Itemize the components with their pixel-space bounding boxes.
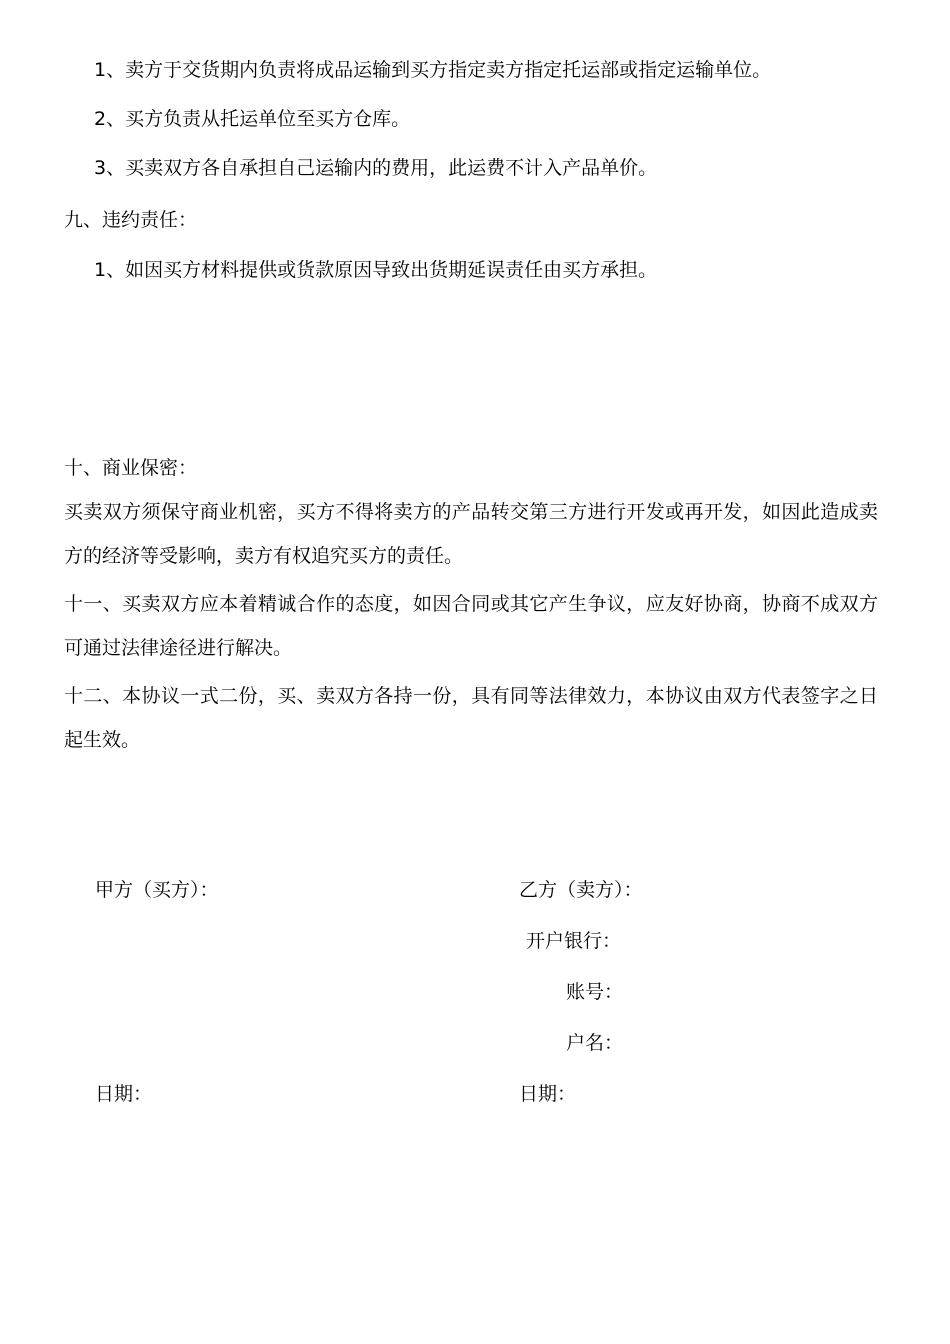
clause-11: 十一、买卖双方应本着精诚合作的态度，如因合同或其它产生争议，应友好协商，协商不成双方可通过法律途径进行解决。 xyxy=(64,593,878,659)
confidentiality-body: 买卖双方须保守商业机密，买方不得将卖方的产品转交第三方进行开发或再开发，如因此造成卖方的经济等受影响，卖方有权追究买方的责任。 xyxy=(64,501,878,567)
account-name-label: 户名： xyxy=(566,1032,624,1054)
bank-label: 开户银行： xyxy=(526,930,622,952)
clause-12: 十二、本协议一式二份，买、卖双方各持一份，具有同等法律效力，本协议由双方代表签字之日起生效。 xyxy=(64,685,878,751)
breach-item-1: 1、如因买方材料提供或货款原因导致出货期延误责任由买方承担。 xyxy=(94,259,658,281)
date-a-label: 日期： xyxy=(95,1083,153,1105)
breach-heading: 九、违约责任： xyxy=(64,209,198,231)
date-b-label: 日期： xyxy=(519,1083,577,1105)
transport-item-1: 1、卖方于交货期内负责将成品运输到买方指定卖方指定托运部或指定运输单位。 xyxy=(94,59,772,81)
confidentiality-heading: 十、商业保密： xyxy=(64,457,198,479)
transport-item-2: 2、买方负责从托运单位至买方仓库。 xyxy=(94,108,411,130)
party-a-label: 甲方（买方）： xyxy=(95,879,219,901)
party-b-label: 乙方（卖方）： xyxy=(519,879,643,901)
transport-item-3: 3、买卖双方各自承担自己运输内的费用，此运费不计入产品单价。 xyxy=(94,157,658,179)
account-label: 账号： xyxy=(566,981,624,1003)
